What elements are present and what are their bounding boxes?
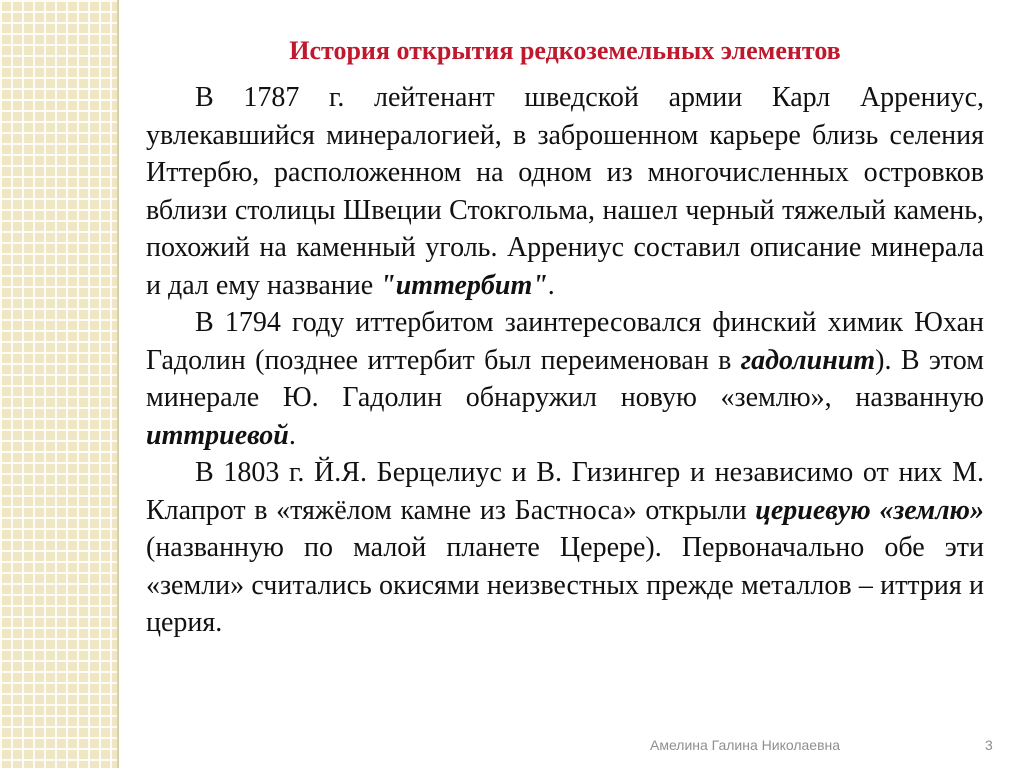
slide-title: История открытия редкоземельных элементов (289, 36, 841, 65)
paragraph-2-middle: ). В этом минерале Ю. Гадолин обнаружил новую «землю», названную (146, 344, 984, 413)
term-ittrievoy: иттриевой (146, 419, 289, 451)
side-divider (117, 0, 119, 768)
slide-body (146, 79, 984, 642)
term-gadolinit: гадолинит (740, 344, 876, 376)
paragraph-2-text: В 1794 году иттербитом заинтересовался финский химик Юхан Гадолин (позднее иттербит был переименован в (146, 307, 984, 376)
paragraph-1 (146, 79, 984, 304)
paragraph-3-end: (названную по малой планете Церере). Первоначально обе эти «земли» считались окисями неизвестных прежде металлов – иттрия и церия. (146, 532, 984, 638)
paragraph-1-text: В 1787 г. лейтенант шведской армии Карл Аррениус, увлекавшийся минералогией, в заброшенном карьере близь селения Иттербю, расположенном на одном из многочисленных островков вблизи столицы Швеции Стокгольма, нашел черный тяжелый камень, похожий на каменный уголь. Аррениус составил описание минерала и дал ему название (146, 82, 984, 301)
term-itterbit: "иттербит" (380, 269, 548, 301)
page-number: 3 (985, 737, 993, 753)
paragraph-1-end: . (547, 269, 555, 301)
term-cerievaya-zemlya: цериевую «землю» (755, 494, 984, 526)
footer-author: Амелина Галина Николаевна (650, 737, 841, 753)
paragraph-2 (146, 304, 984, 454)
paragraph-2-end: . (288, 419, 296, 451)
paragraph-3 (146, 454, 984, 642)
paragraph-3-text: В 1803 г. Й.Я. Берцелиус и В. Гизингер и независимо от них М. Клапрот в «тяжёлом камне из Бастноса» открыли (146, 457, 984, 526)
decorative-side-pattern (0, 0, 117, 768)
